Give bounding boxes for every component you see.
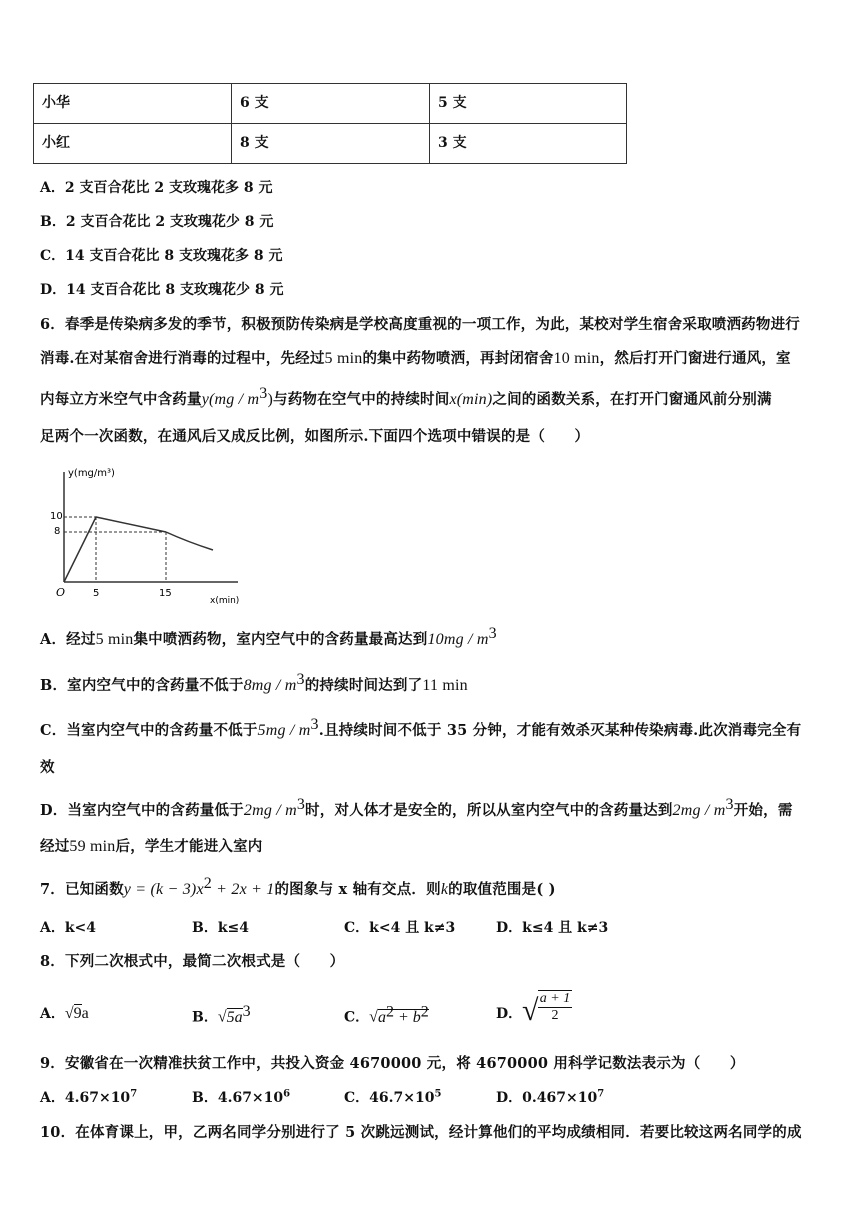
table-cell: 3 支 xyxy=(430,124,627,164)
graph-xlabel: x(min) xyxy=(210,596,240,606)
q6-option-a: A．经过5 min集中喷洒药物，室内空气中的含药量最高达到$10mg / m^3$ xyxy=(40,625,497,648)
q5-option-d: D．14 支百合花比 8 支玫瑰花少 8 元 xyxy=(40,282,284,298)
text: 的持续时间达到了 xyxy=(304,676,423,694)
text: A． xyxy=(40,1006,65,1022)
q9-option-b xyxy=(192,1087,290,1107)
q8-option-a: A．√9a xyxy=(40,1005,89,1022)
xtick-5: 5 xyxy=(93,588,100,599)
q7-option-d: D．k≤4 且 k≠3 xyxy=(496,920,609,936)
text: 集中喷洒药物，室内空气中的含药量最高达到 xyxy=(133,630,428,648)
graph-ylabel: y(mg/m³) xyxy=(68,468,115,479)
table-cell: 5 支 xyxy=(430,84,627,124)
q8-option-c: C．$√a^2 + b^2$ xyxy=(344,1003,429,1026)
graph-origin: O xyxy=(56,586,66,599)
text: C．46.7×10 xyxy=(344,1090,435,1106)
math: + b xyxy=(393,1008,421,1026)
text: D．当室内空气中的含药量低于 xyxy=(40,801,244,819)
text: 7．已知函数 xyxy=(40,880,124,898)
math: 5 min xyxy=(324,350,363,367)
q6-option-d-line2 xyxy=(40,835,263,856)
q9-option-a xyxy=(40,1087,137,1107)
q5-option-a: A．2 支百合花比 2 支玫瑰花多 8 元 xyxy=(40,180,273,196)
math: k xyxy=(440,880,449,898)
q7-option-b: B．k≤4 xyxy=(192,920,250,936)
math: a xyxy=(81,1005,89,1022)
q6-option-d-line1: D．当室内空气中的含药量低于$2mg / m^3$时，对人体才是安全的，所以从室内空气中的含药量达到$2mg / m^3$开始，需 xyxy=(40,796,793,819)
exponent: 6 xyxy=(283,1088,291,1100)
math: x(min) xyxy=(449,390,493,408)
math: a + 1 xyxy=(539,991,571,1006)
math: 11 min xyxy=(422,676,468,694)
q9-option-d xyxy=(496,1087,604,1107)
text: 开始，需 xyxy=(733,801,793,819)
text: 消毒.在对某宿舍进行消毒的过程中，先经过 xyxy=(40,350,325,367)
math: 5 min xyxy=(95,630,134,648)
exponent: 5 xyxy=(434,1088,442,1100)
math: 2mg / m xyxy=(672,801,726,819)
table-cell: 小红 xyxy=(34,124,232,164)
text: 之间的函数关系，在打开门窗通风前分别满 xyxy=(492,390,772,408)
text: 的图象与 x 轴有交点．则 xyxy=(274,880,441,898)
q7-option-a: A．k<4 xyxy=(40,920,97,936)
q8-stem: 8．下列二次根式中，最简二次根式是（ ） xyxy=(40,953,345,970)
math: 10mg / m xyxy=(427,630,489,648)
q6-option-c-line1: C．当室内空气中的含药量不低于$5mg / m^3$.且持续时间不低于 35 分钟，才能有效杀灭某种传染病毒.此次消毒完全有 xyxy=(40,716,802,739)
exponent: 7 xyxy=(130,1088,138,1100)
text: ，然后打开门窗进行通风，室 xyxy=(599,350,791,367)
table-cell: 8 支 xyxy=(232,124,430,164)
math: 9 xyxy=(73,1005,82,1022)
fraction xyxy=(538,990,572,1024)
q6-stem-line3: 内每立方米空气中含药量$y(mg / m^3)$与药物在空气中的持续时间x(min)之间的函数关系，在打开门窗通风前分别满 xyxy=(40,385,772,408)
text: C． xyxy=(344,1009,370,1026)
math: 2mg / m xyxy=(243,801,297,819)
table-cell: 小华 xyxy=(34,84,232,124)
q6-option-b: B．室内空气中的含药量不低于$8mg / m^3$的持续时间达到了11 min xyxy=(40,671,468,694)
table-row xyxy=(34,124,627,164)
ytick-8: 8 xyxy=(54,526,61,537)
q7-stem: 7．已知函数$y = (k - 3)x^2 + 2x + 1$的图象与 x 轴有交点．则k的取值范围是( ) xyxy=(40,875,556,898)
text: 时，对人体才是安全的，所以从室内空气中的含药量达到 xyxy=(305,801,673,819)
text: B． xyxy=(192,1009,218,1026)
table-cell: 6 支 xyxy=(232,84,430,124)
text: D．0.467×10 xyxy=(496,1090,598,1106)
math: y = (k − 3)x xyxy=(123,880,204,898)
math: a xyxy=(377,1008,386,1026)
q8-option-b: B．$√5a^3$ xyxy=(192,1003,251,1026)
exponent: 7 xyxy=(597,1088,605,1100)
math: y(mg / m xyxy=(201,390,260,408)
math: 10 min xyxy=(553,350,600,367)
math: 2 xyxy=(551,1008,559,1023)
q6-stem-line4: 足两个一次函数，在通风后又成反比例，如图所示.下面四个选项中错误的是（ ） xyxy=(40,428,590,445)
math: 5a xyxy=(226,1008,243,1026)
score-table xyxy=(33,83,627,164)
text: 与药物在空气中的持续时间 xyxy=(273,390,450,408)
table-row xyxy=(34,84,627,124)
text: 的取值范围是( ) xyxy=(448,880,556,898)
text: 后，学生才能进入室内 xyxy=(115,838,263,855)
math: 8mg / m xyxy=(243,676,297,694)
text: C．当室内空气中的含药量不低于 xyxy=(40,721,258,739)
q6-stem-line1: 6．春季是传染病多发的季节，积极预防传染病是学校高度重视的一项工作，为此，某校对学生宿舍采取喷洒药物进行 xyxy=(40,316,800,333)
text: 内每立方米空气中含药量 xyxy=(40,390,202,408)
q5-option-c: C．14 支百合花比 8 支玫瑰花多 8 元 xyxy=(40,248,283,264)
q6-option-c-line2: 效 xyxy=(40,759,55,776)
q7-option-c: C．k<4 且 k≠3 xyxy=(344,920,456,936)
text: D． xyxy=(496,1006,523,1022)
math: 59 min xyxy=(69,838,116,855)
text: B．4.67×10 xyxy=(192,1090,284,1106)
text: B．室内空气中的含药量不低于 xyxy=(40,676,244,694)
curve-inverse xyxy=(166,532,213,550)
math: + 2x + 1 xyxy=(211,880,275,898)
text: A．4.67×10 xyxy=(40,1090,131,1106)
q10-stem-line1: 10．在体育课上，甲，乙两名同学分别进行了 5 次跳远测试，经计算他们的平均成绩相同．若要比较这两名同学的成 xyxy=(40,1124,802,1141)
q9-option-c xyxy=(344,1087,441,1107)
text: .且持续时间不低于 35 分钟，才能有效杀灭某种传染病毒.此次消毒完全有 xyxy=(318,721,802,739)
text: A．经过 xyxy=(40,630,96,648)
q6-graph xyxy=(38,462,248,612)
math: 5mg / m xyxy=(257,721,311,739)
q9-stem: 9．安徽省在一次精准扶贫工作中，共投入资金 4670000 元，将 4670000 用科学记数法表示为（ ） xyxy=(40,1055,745,1072)
text: 的集中药物喷洒，再封闭宿舍 xyxy=(362,350,554,367)
text: 经过 xyxy=(40,838,70,855)
xtick-15: 15 xyxy=(159,588,172,599)
q5-option-b: B．2 支百合花比 2 支玫瑰花少 8 元 xyxy=(40,214,274,230)
curve-linear xyxy=(64,517,166,582)
ytick-10: 10 xyxy=(50,511,63,522)
q6-stem-line2 xyxy=(40,347,791,368)
